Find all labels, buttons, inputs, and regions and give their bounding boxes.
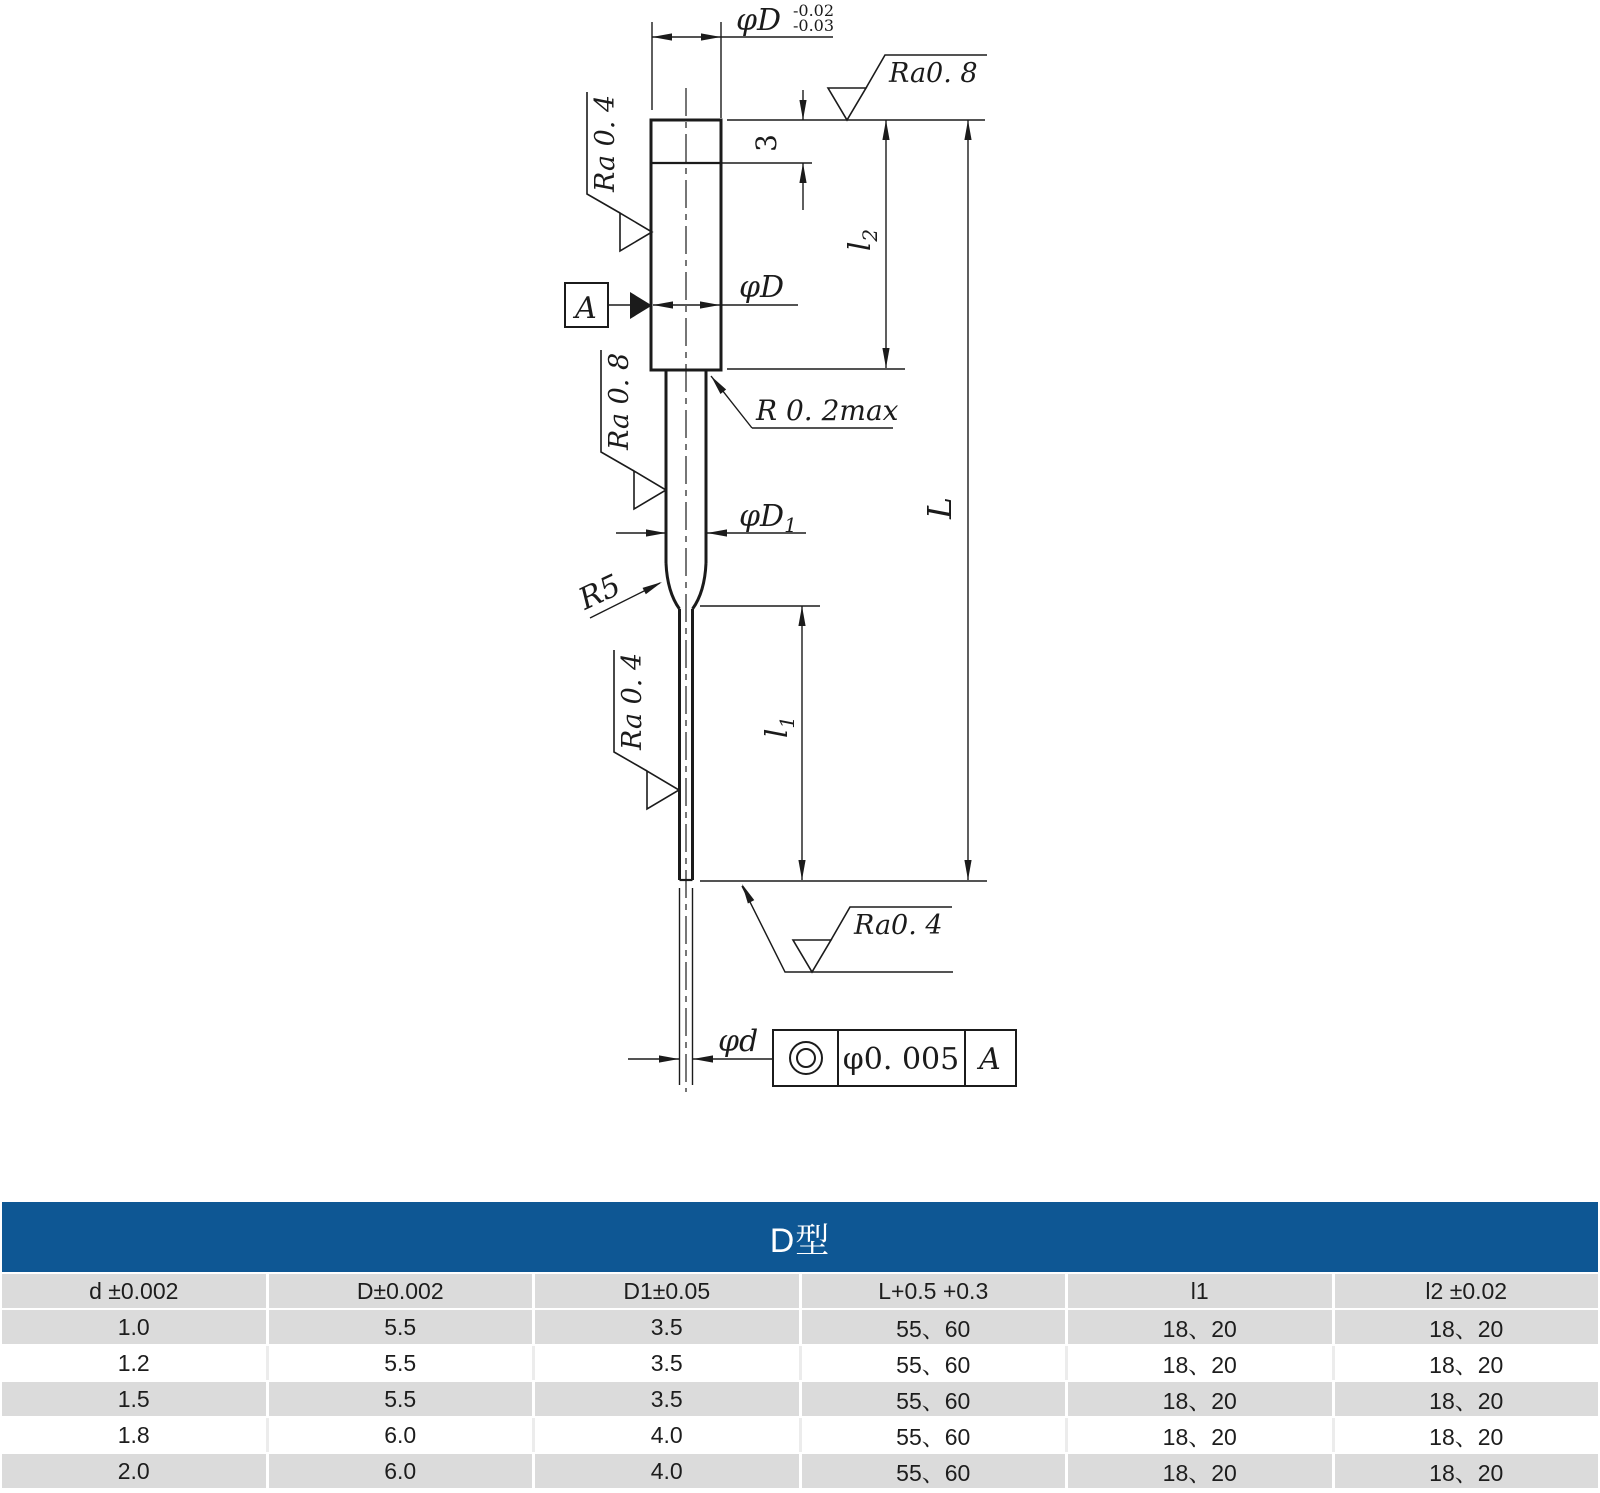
- table-cell: 2.0: [2, 1454, 269, 1488]
- r5-label: R5: [573, 567, 627, 618]
- r02max-label: R 0. 2max: [756, 394, 899, 427]
- surface-finish-ra04-bottom-icon: [793, 907, 952, 972]
- phiD1-label: $\varphi D_1$: [739, 499, 797, 537]
- datum-frame: [565, 283, 652, 327]
- table-cell: 1.0: [2, 1310, 269, 1344]
- surface-finish-ra08-shank-icon: [601, 350, 666, 509]
- table-row: [2, 1454, 1598, 1488]
- table-cell: 18、20: [1068, 1346, 1335, 1380]
- table-cell: 18、20: [1068, 1382, 1335, 1416]
- table-cell: 18、20: [1335, 1310, 1599, 1344]
- dim-phiD1: [616, 499, 806, 537]
- tolerance-upper: -0.02: [793, 1, 835, 20]
- ra04-pin-label: Ra 0. 4: [617, 652, 648, 750]
- column-header-L: L+0.5 +0.3: [802, 1274, 1069, 1308]
- callout-r02max: [708, 374, 898, 428]
- phid-label: φd: [718, 1024, 759, 1059]
- concentricity-icon: [790, 1042, 822, 1074]
- table-body: [2, 1310, 1598, 1488]
- column-header-d: d ±0.002: [2, 1274, 269, 1308]
- table-cell: 3.5: [535, 1382, 802, 1416]
- table-cell: 6.0: [269, 1454, 536, 1488]
- table-title: D型: [769, 1221, 831, 1260]
- table-cell: 4.0: [535, 1418, 802, 1452]
- table-cell: 18、20: [1068, 1310, 1335, 1344]
- column-header-D1: D1±0.05: [535, 1274, 802, 1308]
- dim-l2: [727, 120, 905, 369]
- phiD-top-label: φD: [736, 3, 782, 38]
- table-cell: 55、60: [802, 1346, 1069, 1380]
- dim-3: [722, 90, 812, 210]
- table-row: [2, 1346, 1598, 1380]
- table-header-row: [2, 1274, 1598, 1308]
- table-cell: 5.5: [269, 1346, 536, 1380]
- table-cell: 18、20: [1068, 1418, 1335, 1452]
- dim-3-label: 3: [750, 134, 783, 152]
- dim-phiD-tolerance: [652, 1, 834, 118]
- table-cell: 3.5: [535, 1346, 802, 1380]
- table-cell: 1.5: [2, 1382, 269, 1416]
- column-header-l1: l1: [1068, 1274, 1335, 1308]
- table-cell: 5.5: [269, 1310, 536, 1344]
- table-cell: 5.5: [269, 1382, 536, 1416]
- table-cell: 3.5: [535, 1310, 802, 1344]
- table-cell: 1.8: [2, 1418, 269, 1452]
- table-cell: 55、60: [802, 1382, 1069, 1416]
- ra04-bottom-label: Ra0. 4: [854, 910, 943, 941]
- table-cell: 55、60: [802, 1418, 1069, 1452]
- table-cell: 18、20: [1335, 1418, 1599, 1452]
- table-row: [2, 1310, 1598, 1344]
- l2-label: $l_2$: [843, 228, 882, 252]
- ra08-top-label: Ra0. 8: [889, 58, 978, 89]
- table-cell: 18、20: [1335, 1382, 1599, 1416]
- column-header-l2: l2 ±0.02: [1335, 1274, 1599, 1308]
- column-header-D: D±0.002: [269, 1274, 536, 1308]
- table-cell: 18、20: [1335, 1454, 1599, 1488]
- L-label: L: [920, 497, 959, 519]
- phiD-mid-label: φD: [739, 270, 785, 305]
- fcf-datum-label: A: [979, 1042, 1001, 1077]
- dim-phid: [628, 888, 773, 1085]
- tolerance-lower: -0.03: [793, 16, 835, 35]
- callout-ra04-bottom: [739, 882, 953, 972]
- table-row: [2, 1418, 1598, 1452]
- table-cell: 6.0: [269, 1418, 536, 1452]
- surface-finish-ra08-top-icon: [828, 55, 987, 120]
- table-cell: 55、60: [802, 1310, 1069, 1344]
- table-cell: 55、60: [802, 1454, 1069, 1488]
- surface-finish-ra04-head-icon: [587, 92, 652, 251]
- table-cell: 18、20: [1068, 1454, 1335, 1488]
- surface-finish-ra04-pin-icon: [614, 650, 679, 809]
- table-cell: 4.0: [535, 1454, 802, 1488]
- dim-phiD-mid: [653, 270, 798, 309]
- fcf-tolerance-label: φ0. 005: [842, 1042, 960, 1077]
- table-title-bar: [2, 1202, 1598, 1272]
- l1-label: $l_1$: [760, 715, 799, 739]
- dim-l1: [700, 606, 820, 880]
- ra08-shank-label: Ra 0. 8: [604, 352, 635, 450]
- spec-table: [2, 1202, 1598, 1488]
- datum-a-label: A: [575, 291, 597, 326]
- callout-r5: [573, 568, 664, 618]
- ra04-head-label: Ra 0. 4: [590, 94, 621, 192]
- table-row: [2, 1382, 1598, 1416]
- feature-control-frame: [773, 1030, 1016, 1086]
- dim-L: [920, 120, 972, 880]
- table-cell: 1.2: [2, 1346, 269, 1380]
- table-cell: 18、20: [1335, 1346, 1599, 1380]
- datum-triangle-icon: [630, 292, 652, 319]
